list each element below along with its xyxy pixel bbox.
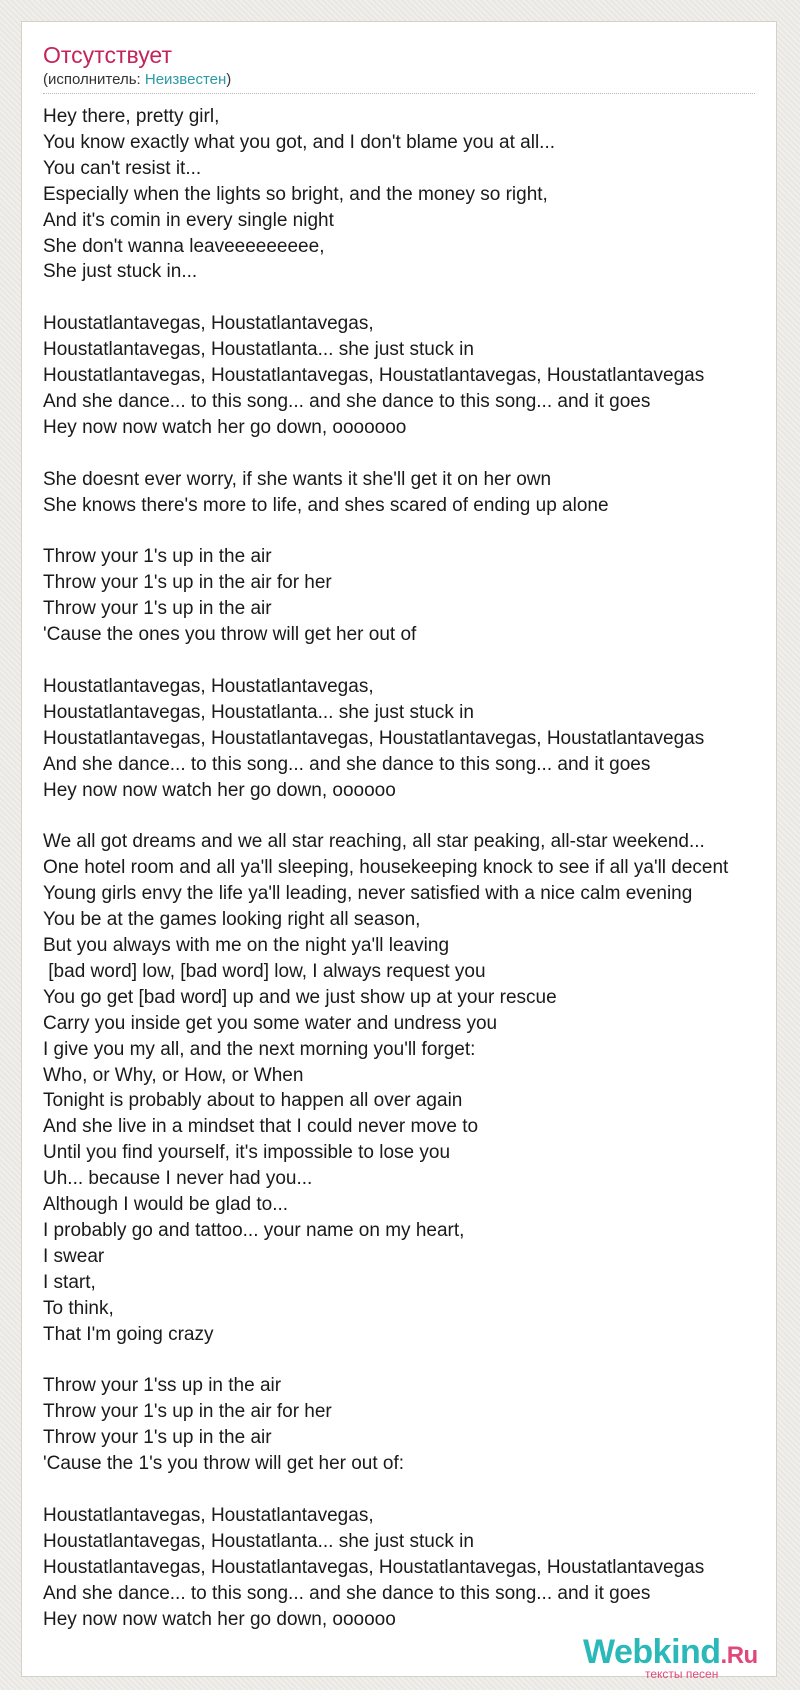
webkind-logo[interactable] bbox=[583, 1633, 783, 1681]
artist-prefix: (исполнитель: bbox=[43, 71, 145, 88]
artist-link[interactable]: Неизвестен bbox=[144, 71, 227, 88]
logo-brand: Webkind bbox=[583, 1633, 721, 1671]
artist-line bbox=[43, 71, 231, 89]
artist-suffix: ) bbox=[226, 71, 232, 88]
lyrics-text: Hey there, pretty girl, You know exactly what you got, and I don't blame you at all... You can't resist it... Especially when the lights so bright, and the money so right, And it's comin in every single night She don't wanna leaveeeeeeeee, She just stuck in... Houstatlantavegas, Houstatlantavegas, Houstatlantavegas, Houstatlanta... she just stuck in Houstatlantavegas, Houstatlantavegas, Houstatlantavegas, Houstatlantavegas And she dance... to this song... and she dance to this song... and it goes Hey now now watch her go down, ooooooo She doesnt ever worry, if she wants it she'll get it on her own She knows there's more to life, and shes scared of ending up alone Throw your 1's up in the air Throw your 1's up in the air for her Throw your 1's up in the air 'Cause the ones you throw will get her out of Houstatlantavegas, Houstatlantavegas, Houstatlantavegas, Houstatlanta... she just stuck in Houstatlantavegas, Houstatlantavegas, Houstatlantavegas, Houstatlantavegas And she dance... to this song... and she dance to this song... and it goes Hey now now watch her go down, oooooo We all got dreams and we all star reaching, all star peaking, all-star weekend... One hotel room and all ya'll sleeping, housekeeping knock to see if all ya'll decent Young girls envy the life ya'll leading, never satisfied with a nice calm evening You be at the games looking right all season, But you always with me on the night ya'll leaving [bad word] low, [bad word] low, I always request you You go get [bad word] up and we just show up at your rescue Carry you inside get you some water and undress you I give you my all, and the next morning you'll forget: Who, or Why, or How, or When Tonight is probably about to happen all over again And she live in a mindset that I could never move to Until you find yourself, it's impossible to lose you Uh... because I never had you... Although I would be glad to... I probably go and tattoo... your name on my heart, I swear I start, To think, That I'm going crazy Throw your 1'ss up in the air Throw your 1's up in the air for her Throw your 1's up in the air 'Cause the 1's you throw will get her out of: Houstatlantavegas, Houstatlantavegas, Houstatlantavegas, Houstatlanta... she just stuck in Houstatlantavegas, Houstatlantavegas, Houstatlantavegas, Houstatlantavegas And she dance... to this song... and she dance to this song... and it goes Hey now now watch her go down, oooooo bbox=[43, 106, 729, 1630]
logo-tagline: тексты песен bbox=[645, 1667, 719, 1681]
song-header bbox=[43, 41, 755, 94]
song-title: Отсутствует bbox=[43, 42, 172, 68]
lyrics-card bbox=[21, 21, 777, 1677]
logo-tld: .Ru bbox=[720, 1642, 758, 1669]
